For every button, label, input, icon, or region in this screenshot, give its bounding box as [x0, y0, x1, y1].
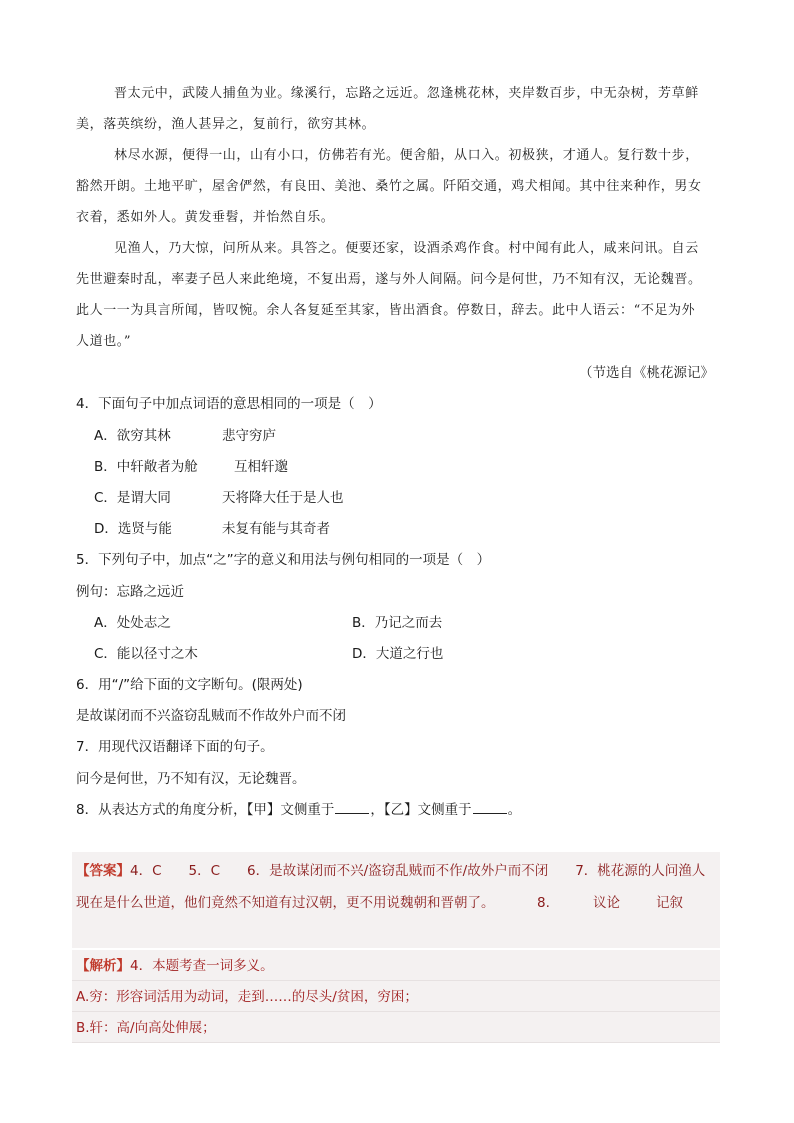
question-6-stem: 6．用“/”给下面的文字断句。(限两处) — [76, 677, 303, 693]
q4-option-b-compare: 互相轩邈 — [234, 459, 288, 475]
answer-q8-jia: 议论 — [593, 895, 620, 911]
answer-line-2-text: 现在是什么世道，他们竟然不知道有过汉朝，更不用说魏朝和晋朝了。 — [76, 895, 495, 911]
analysis-line-2: A.穷：形容词活用为动词，走到……的尽头/贫困，穷困； — [76, 989, 418, 1005]
q4-option-d-compare: 未复有能与其奇者 — [222, 521, 330, 537]
question-8-stem — [76, 800, 521, 820]
answer-q8-number: 8. — [537, 895, 550, 911]
q8-text-part1: 8．从表达方式的角度分析，【甲】文侧重于 — [76, 802, 335, 818]
passage-line: 晋太元中，武陵人捕鱼为业。缘溪行，忘路之远近。忽逢桃花林，夹岸数百步，中无杂树，芳草鲜 — [114, 86, 699, 101]
q8-text-part3: 。 — [507, 802, 522, 818]
classical-passage — [76, 78, 724, 357]
analysis-line-1-text: 4．本题考查一词多义。 — [130, 958, 274, 974]
q4-option-b: B．中轩敞者为舱 — [94, 459, 198, 475]
q5-option-d: D．大道之行也 — [352, 646, 444, 662]
passage-line: 见渔人，乃大惊，问所从来。具答之。便要还家，设酒杀鸡作食。村中闻有此人，咸来问讯。自云 — [114, 241, 699, 256]
passage-line: 豁然开朗。土地平旷，屋舍俨然，有良田、美池、桑竹之属。阡陌交通，鸡犬相闻。其中往来种作，男女 — [76, 179, 702, 194]
answer-line-1 — [76, 861, 705, 881]
question-5-stem: 5．下列句子中，加点“之”字的意义和用法与例句相同的一项是（ ） — [76, 552, 491, 568]
passage-line: 衣着，悉如外人。黄发垂髫，并怡然自乐。 — [76, 210, 335, 225]
answer-q8-yi: 记叙 — [656, 895, 683, 911]
passage-line: 人道也。” — [76, 334, 132, 349]
q4-option-d: D．选贤与能 — [94, 521, 172, 537]
analysis-tag: 【解析】 — [76, 958, 130, 974]
q8-text-part2: ，【乙】文侧重于 — [370, 802, 472, 818]
q5-option-c: C．能以径寸之木 — [94, 646, 198, 662]
question-7-text: 问今是何世，乃不知有汉，无论魏晋。 — [76, 771, 306, 787]
question-6-text: 是故谋闭而不兴盗窃乱贼而不作故外户而不闭 — [76, 708, 346, 724]
answer-line-2 — [76, 893, 495, 913]
q4-option-c-compare: 天将降大任于是人也 — [222, 490, 344, 506]
passage-line: 先世避秦时乱，率妻子邑人来此绝境，不复出焉，遂与外人间隔。问今是何世，乃不知有汉，无论魏晋。 — [76, 272, 702, 287]
q8-blank-yi[interactable] — [473, 801, 507, 814]
q4-option-c: C．是谓大同 — [94, 490, 171, 506]
question-4-stem: 4．下面句子中加点词语的意思相同的一项是（ ） — [76, 396, 382, 412]
q8-blank-jia[interactable] — [335, 801, 369, 814]
passage-line: 此人一一为具言所闻，皆叹惋。余人各复延至其家，皆出酒食。停数日，辞去。此中人语云：“不足为外 — [76, 303, 696, 318]
analysis-line-3: B.轩：高/向高处伸展； — [76, 1020, 216, 1036]
passage-line: 美，落英缤纷，渔人甚异之，复前行，欲穷其林。 — [76, 117, 376, 132]
answer-line-1-text: 4．C 5．C 6．是故谋闭而不兴/盗窃乱贼而不作/故外户而不闭 7．桃花源的人问渔人 — [130, 863, 706, 879]
q4-option-a-compare: 悲守穷庐 — [222, 428, 276, 444]
passage-line: 林尽水源，便得一山，山有小口，仿佛若有光。便舍船，从口入。初极狭，才通人。复行数十步， — [114, 148, 699, 163]
question-7-stem: 7．用现代汉语翻译下面的句子。 — [76, 739, 274, 755]
q4-option-a: A．欲穷其林 — [94, 428, 171, 444]
q5-option-b: B．乃记之而去 — [352, 615, 443, 631]
answer-tag: 【答案】 — [76, 863, 130, 879]
q5-option-a: A．处处志之 — [94, 615, 171, 631]
passage-source: （节选自《桃花源记》 — [579, 365, 714, 381]
analysis-line-1 — [76, 956, 274, 976]
question-5-example: 例句：忘路之远近 — [76, 584, 184, 600]
